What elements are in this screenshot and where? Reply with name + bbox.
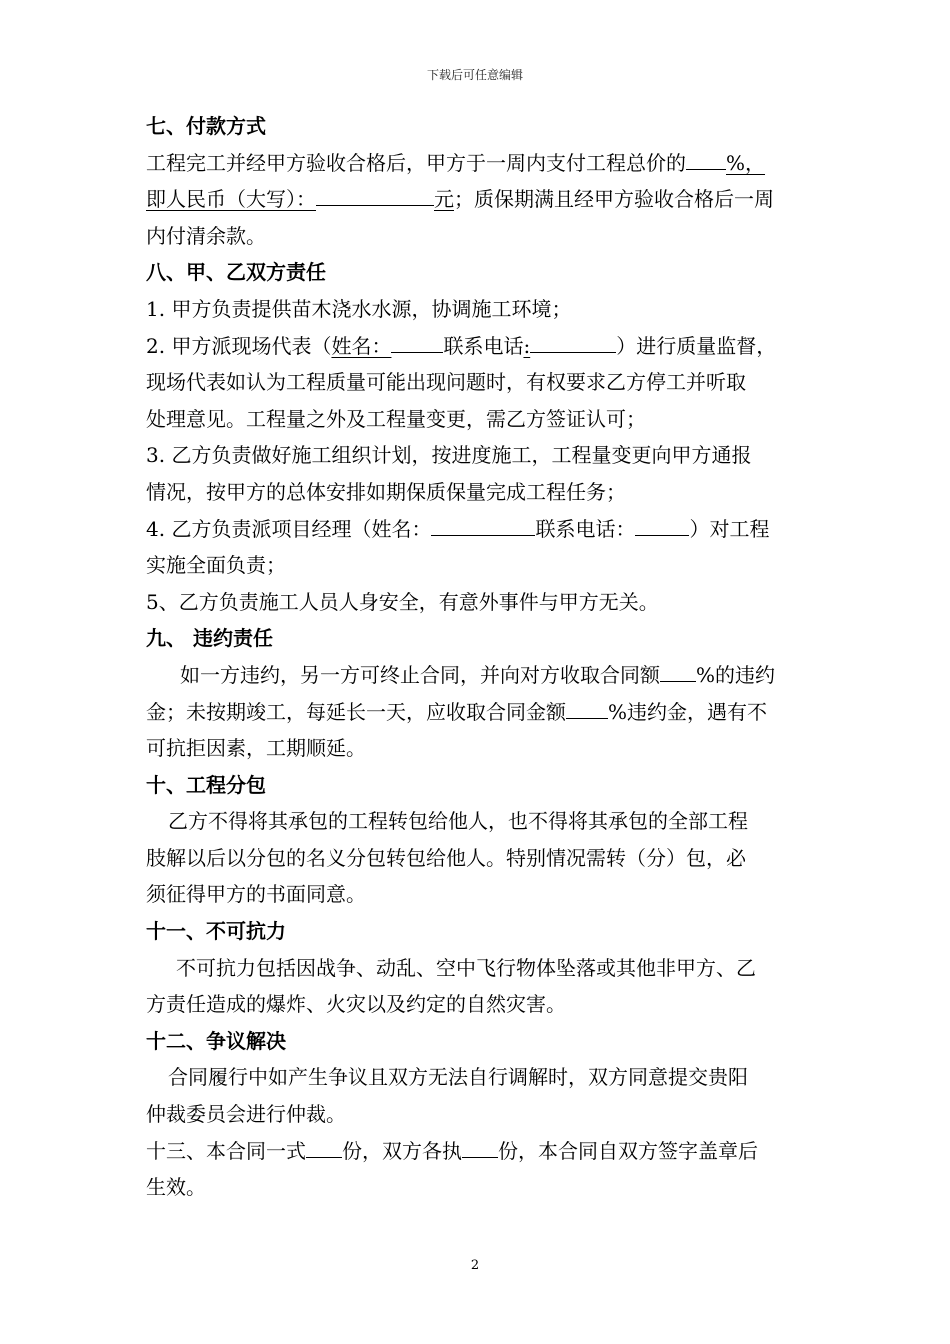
text: 元 bbox=[434, 187, 454, 212]
text: %的违约 bbox=[696, 662, 776, 687]
section-8-title: 八、甲、乙双方责任 bbox=[146, 260, 326, 285]
text: ）进行质量监督， bbox=[616, 333, 777, 358]
section-7-title: 七、付款方式 bbox=[146, 114, 266, 138]
amount-blank[interactable] bbox=[316, 183, 434, 206]
contract-body bbox=[146, 108, 838, 1206]
text: 2. 甲方派现场代表（ bbox=[146, 333, 332, 358]
copies-blank[interactable] bbox=[306, 1135, 342, 1158]
text: 工程完工并经甲方验收合格后，甲方于一周内支付工程总价的 bbox=[146, 150, 686, 175]
section-12-title: 十二、争议解决 bbox=[146, 1028, 286, 1053]
section-7-line-1 bbox=[146, 145, 838, 182]
page-number: 2 bbox=[470, 1258, 480, 1273]
section-8-item-4-cont: 实施全面负责； bbox=[146, 553, 286, 578]
section-8-item-5: 5、乙方负责施工人员人身安全，有意外事件与甲方无关。 bbox=[146, 589, 659, 614]
text: ）对工程 bbox=[689, 516, 770, 541]
section-8-item-3: 3. 乙方负责做好施工组织计划，按进度施工，工程量变更向甲方通报 bbox=[146, 443, 752, 468]
section-8-item-1: 1. 甲方负责提供苗木浇水水源，协调施工环境； bbox=[146, 296, 572, 321]
section-13-line-1 bbox=[146, 1133, 838, 1170]
text: ；质保期满且经甲方验收合格后一周 bbox=[454, 187, 774, 212]
section-8-item-2-cont-2: 处理意见。工程量之外及工程量变更，需乙方签证认可； bbox=[146, 406, 646, 431]
section-12-line-1: 合同履行中如产生争议且双方无法自行调解时，双方同意提交贵阳 bbox=[168, 1065, 748, 1090]
section-12-line-2: 仲裁委员会进行仲裁。 bbox=[146, 1102, 346, 1127]
section-13-line-2: 生效。 bbox=[146, 1175, 206, 1200]
text: 金；未按期竣工，每延长一天，应收取合同金额 bbox=[146, 699, 566, 724]
manager-name-blank[interactable] bbox=[431, 513, 535, 536]
delay-percent-blank[interactable] bbox=[566, 696, 608, 719]
section-9-line-2 bbox=[146, 694, 838, 731]
section-9-title: 九、 违约责任 bbox=[146, 626, 273, 651]
section-7-line-3: 内付清余款。 bbox=[146, 223, 266, 248]
text: %违约金，遇有不 bbox=[608, 699, 768, 724]
section-8-item-2-cont-1: 现场代表如认为工程质量可能出现问题时，有权要求乙方停工并听取 bbox=[146, 370, 746, 395]
text: %， bbox=[726, 150, 766, 175]
phone-blank[interactable] bbox=[530, 330, 616, 353]
section-8-item-2 bbox=[146, 328, 838, 365]
text: 即人民币（大写）： bbox=[146, 187, 316, 212]
percent-blank[interactable] bbox=[686, 147, 726, 170]
section-10-title: 十、工程分包 bbox=[146, 772, 266, 797]
section-10-line-1: 乙方不得将其承包的工程转包给他人，也不得将其承包的全部工程 bbox=[168, 809, 748, 834]
section-9-line-1 bbox=[146, 657, 838, 694]
text: 如一方违约，另一方可终止合同，并向对方收取合同额 bbox=[180, 662, 660, 687]
section-11-title: 十一、不可抗力 bbox=[146, 919, 286, 944]
name-blank[interactable] bbox=[391, 330, 443, 353]
text: : bbox=[523, 333, 531, 358]
section-11-line-1: 不可抗力包括因战争、动乱、空中飞行物体坠落或其他非甲方、乙 bbox=[176, 955, 756, 980]
text: 姓名： bbox=[331, 333, 392, 358]
text: 十三、本合同一式 bbox=[146, 1138, 306, 1163]
text: 联系电话： bbox=[535, 516, 636, 541]
section-8-item-4 bbox=[146, 511, 838, 548]
section-8-item-3-cont: 情况，按甲方的总体安排如期保质保量完成工程任务； bbox=[146, 479, 626, 504]
copies-each-blank[interactable] bbox=[462, 1135, 498, 1158]
section-11-line-2: 方责任造成的爆炸、火灾以及约定的自然灾害。 bbox=[146, 992, 566, 1017]
text: 4. 乙方负责派项目经理（姓名： bbox=[146, 516, 432, 541]
text: 联系电话 bbox=[443, 333, 524, 358]
text: 份，双方各执 bbox=[342, 1138, 462, 1163]
manager-phone-blank[interactable] bbox=[635, 513, 689, 536]
penalty-percent-blank[interactable] bbox=[660, 659, 696, 682]
text: 份，本合同自双方签字盖章后 bbox=[498, 1138, 758, 1163]
page-header: 下载后可任意编辑 bbox=[426, 68, 523, 82]
section-10-line-2: 肢解以后以分包的名义分包转包给他人。特别情况需转（分）包，必 bbox=[146, 845, 746, 870]
section-9-line-3: 可抗拒因素，工期顺延。 bbox=[146, 736, 366, 761]
section-7-line-2 bbox=[146, 181, 838, 218]
section-10-line-3: 须征得甲方的书面同意。 bbox=[146, 882, 366, 907]
